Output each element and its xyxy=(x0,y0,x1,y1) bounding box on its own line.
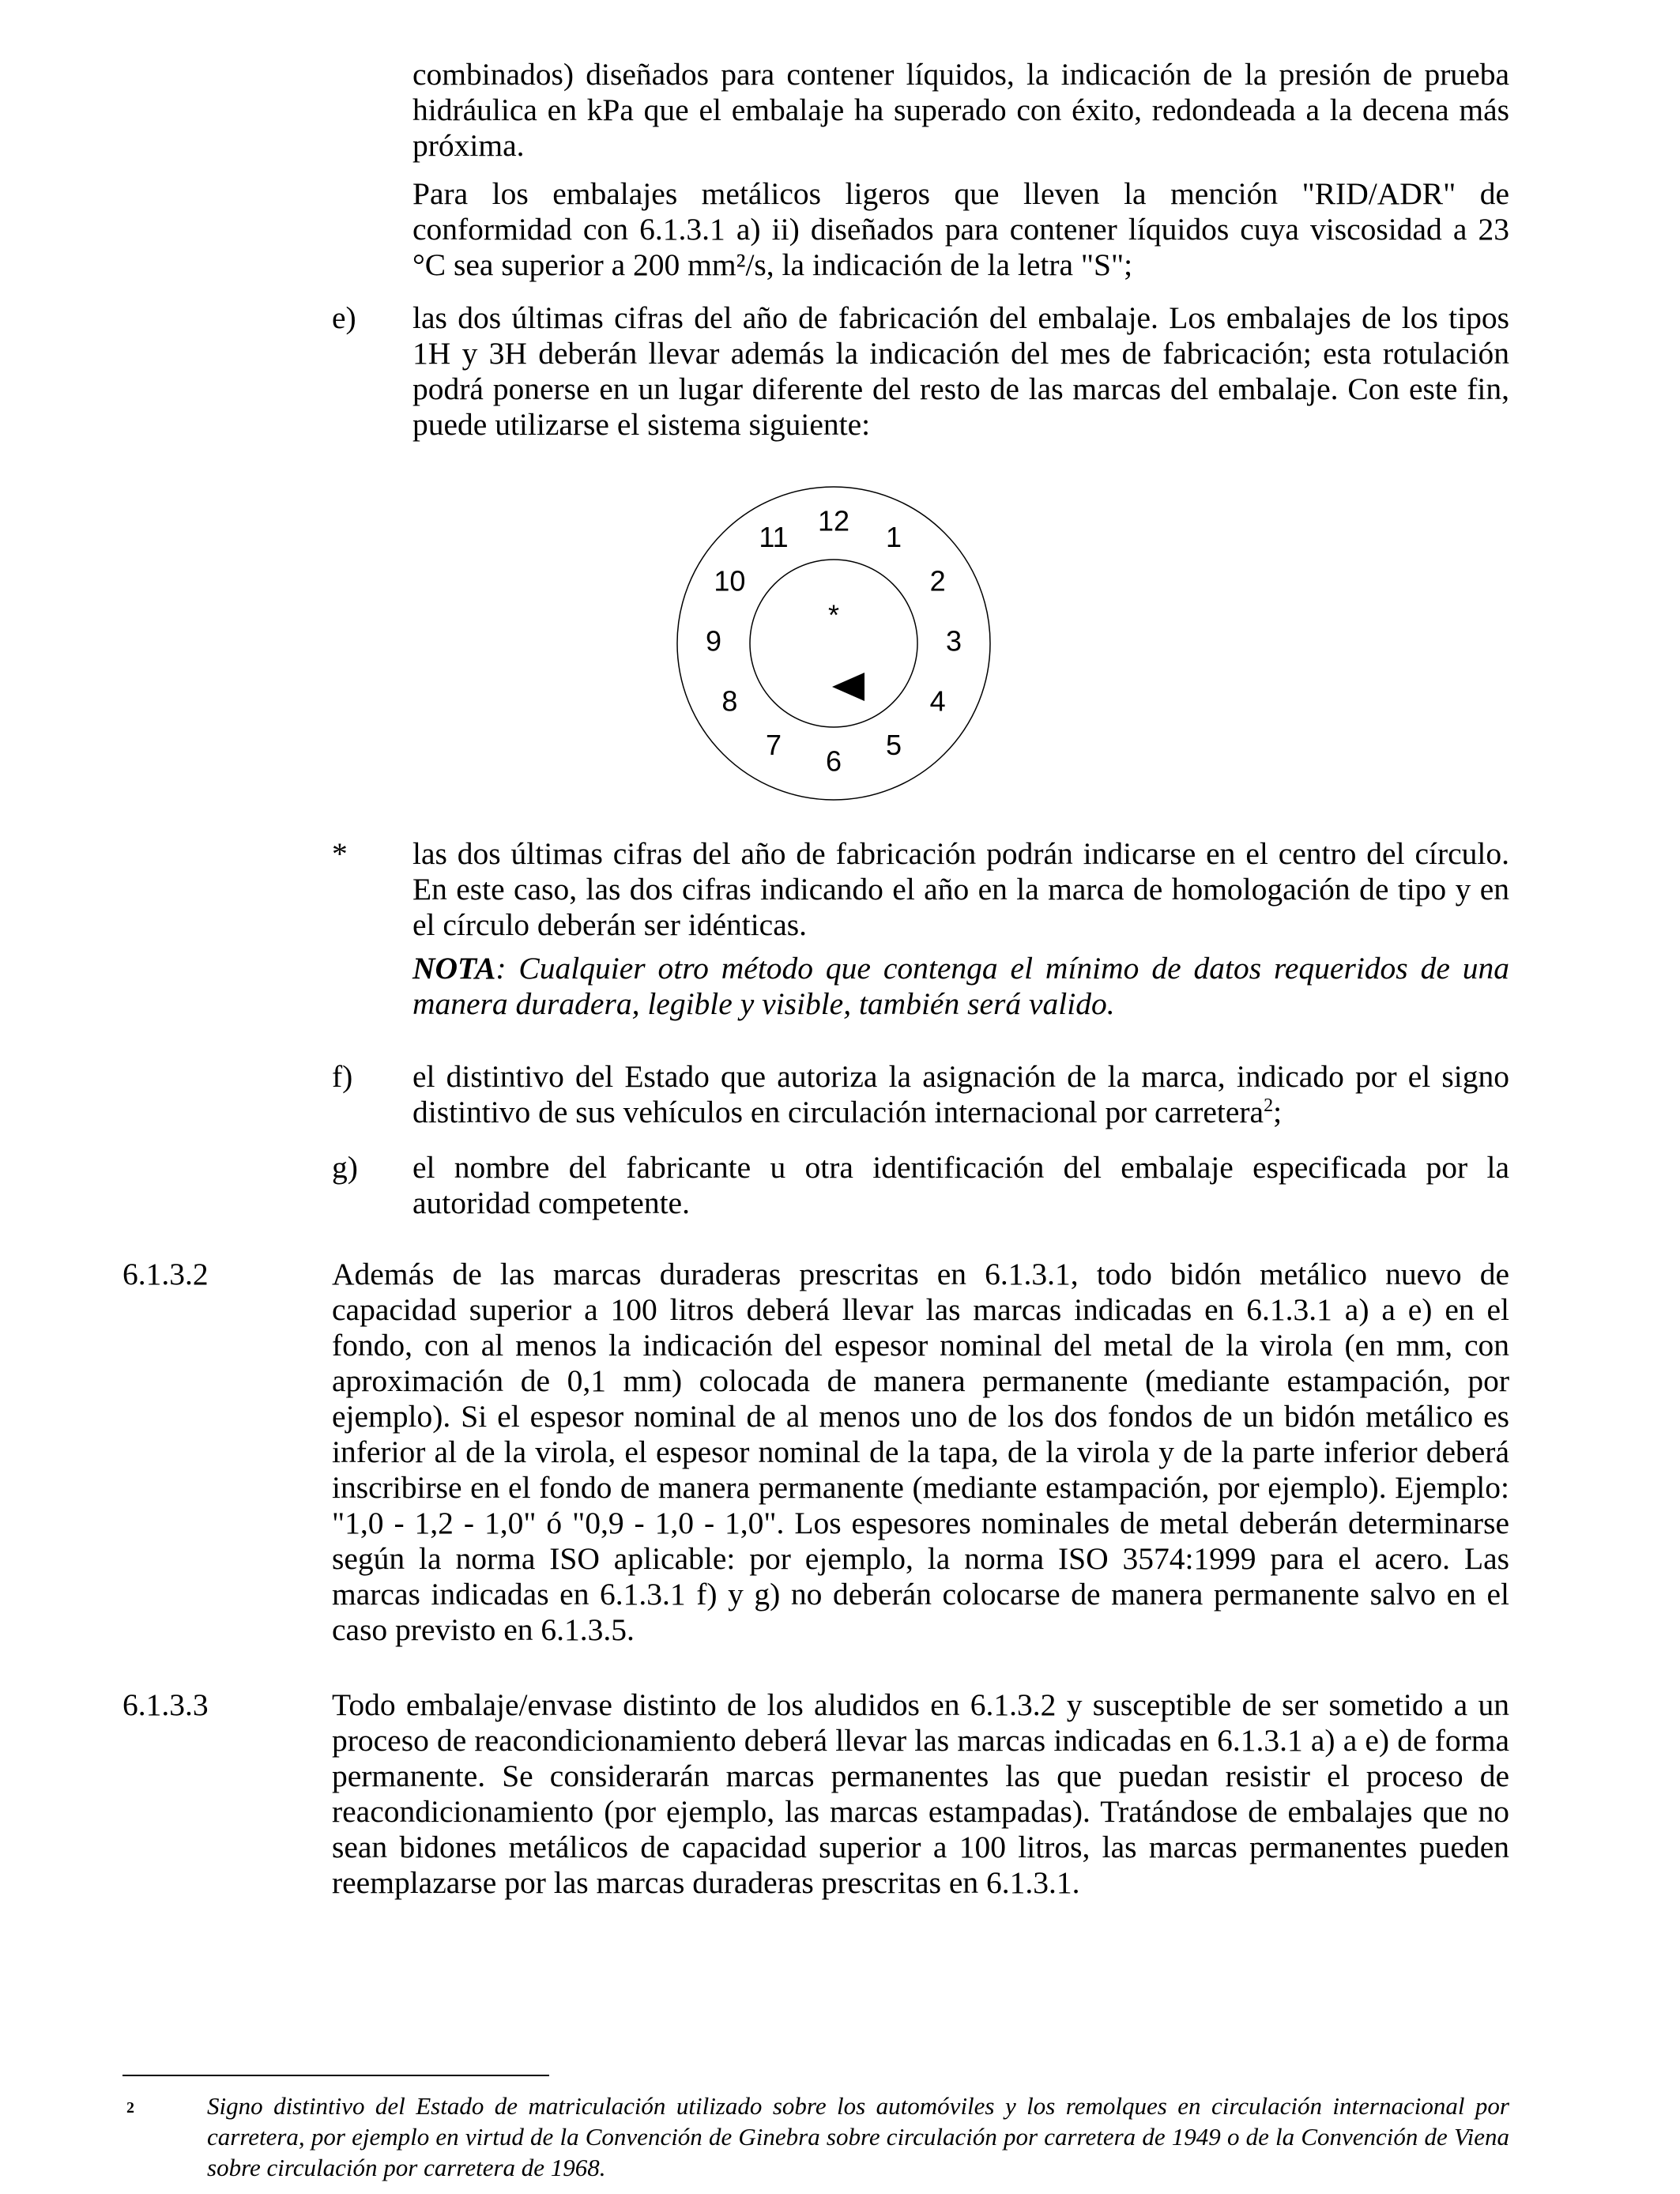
manufacture-month-clock-diagram xyxy=(668,478,1000,810)
nota-label: NOTA xyxy=(412,951,496,986)
clock-number-12: 12 xyxy=(817,504,850,537)
clock-pointer-triangle xyxy=(832,673,864,701)
clock-number-9: 9 xyxy=(705,624,722,658)
paragraph-light-metal-packagings: Para los embalajes metálicos ligeros que lleven la mención "RID/ADR" de conformidad con 6.1.3.1 a) ii) diseñados para contener líquidos cuya viscosidad a 23 °C sea superior a 200 mm²/s, la indicación de la letra "S"; xyxy=(412,176,1509,282)
clock-number-11: 11 xyxy=(759,520,789,553)
clock-number-8: 8 xyxy=(721,684,738,718)
clock-number-10: 10 xyxy=(714,564,746,598)
item-g-label: g) xyxy=(332,1150,358,1185)
clock-number-6: 6 xyxy=(825,745,842,778)
section-text-6132: Además de las marcas duraderas prescritas en 6.1.3.1, todo bidón metálico nuevo de capacidad superior a 100 litros deberá llevar las marcas indicadas en 6.1.3.1 a) a e) en el fondo, con al menos la indicación del espesor nominal del metal de la virola (en mm, con aproximación de 0,1 mm) colocada de manera permanente (mediante estampación, por ejemplo). Si el espesor nominal de al menos uno de los dos fondos de un bidón metálico es inferior al de la virola, el espesor nominal de la tapa, de la virola y de la parte inferior deberá inscribirse en el fondo de manera permanente (mediante estampación, por ejemplo). Ejemplo: "1,0 - 1,2 - 1,0" ó "0,9 - 1,0 - 1,0". Los espesores nominales de metal deberán determinarse según la norma ISO aplicable: por ejemplo, la norma ISO 3574:1999 para el acero. Las marcas indicadas en 6.1.3.1 f) y g) no deberán colocarse de manera permanente salvo en el caso previsto en 6.1.3.5. xyxy=(332,1257,1509,1647)
clock-number-1: 1 xyxy=(885,520,902,553)
asterisk-note-text: las dos últimas cifras del año de fabricación podrán indicarse en el centro del círculo. En este caso, las dos cifras indicando el año en la marca de homologación de tipo y en el círculo deberán ser idénticas. xyxy=(412,836,1509,942)
item-e-label: e) xyxy=(332,300,356,335)
clock-number-3: 3 xyxy=(945,624,962,658)
section-number-6133: 6.1.3.3 xyxy=(122,1687,209,1722)
section-text-6133: Todo embalaje/envase distinto de los aludidos en 6.1.3.2 y susceptible de ser sometido a un proceso de reacondicionamiento deberá llevar las marcas indicadas en 6.1.3.1 a) a e) de forma permanente. Se considerarán marcas permanentes las que puedan resistir el proceso de reacondicionamiento (por ejemplo, las marcas estampadas). Tratándose de embalajes que no sean bidones metálicos de capacidad superior a 100 litros, las marcas permanentes pueden reemplazarse por las marcas duraderas prescritas en 6.1.3.1. xyxy=(332,1687,1509,1900)
item-e-text: las dos últimas cifras del año de fabricación del embalaje. Los embalajes de los tipos 1H y 3H deberán llevar además la indicación del mes de fabricación; esta rotulación podrá ponerse en un lugar diferente del resto de las marcas del embalaje. Con este fin, puede utilizarse el sistema siguiente: xyxy=(412,300,1509,442)
item-g-text: el nombre del fabricante u otra identificación del embalaje especificada por la autoridad competente. xyxy=(412,1150,1509,1220)
clock-center-mark: * xyxy=(827,598,840,631)
clock-number-7: 7 xyxy=(765,729,782,762)
clock-inner-circle xyxy=(750,560,917,727)
section-number-6132: 6.1.3.2 xyxy=(122,1257,209,1291)
item-f-label: f) xyxy=(332,1059,353,1094)
footnote-reference: 2 xyxy=(1264,1095,1274,1116)
nota-paragraph xyxy=(412,951,1509,1022)
clock-number-2: 2 xyxy=(929,564,946,598)
nota-text: : Cualquier otro método que contenga el mínimo de datos requeridos de una manera duradera, legible y visible, también será valido. xyxy=(412,951,1509,1021)
clock-number-5: 5 xyxy=(885,729,902,762)
footnote-separator xyxy=(122,2075,549,2076)
footnote-number: 2 xyxy=(126,2099,134,2117)
asterisk-note-label: * xyxy=(332,836,348,871)
clock-number-4: 4 xyxy=(929,684,946,718)
paragraph-continuation: combinados) diseñados para contener líquidos, la indicación de la presión de prueba hidráulica en kPa que el embalaje ha superado con éxito, redondeada a la decena más próxima. xyxy=(412,57,1509,163)
footnote-text: Signo distintivo del Estado de matriculación utilizado sobre los automóviles y los remolques en circulación internacional por carretera, por ejemplo en virtud de la Convención de Ginebra sobre circulación por carretera de 1949 o de la Convención de Viena sobre circulación por carretera de 1968. xyxy=(207,2092,1509,2181)
item-f-text: el distintivo del Estado que autoriza la asignación de la marca, indicado por el signo distintivo de sus vehículos en circulación internacional por carretera$^2$; xyxy=(412,1059,1509,1129)
